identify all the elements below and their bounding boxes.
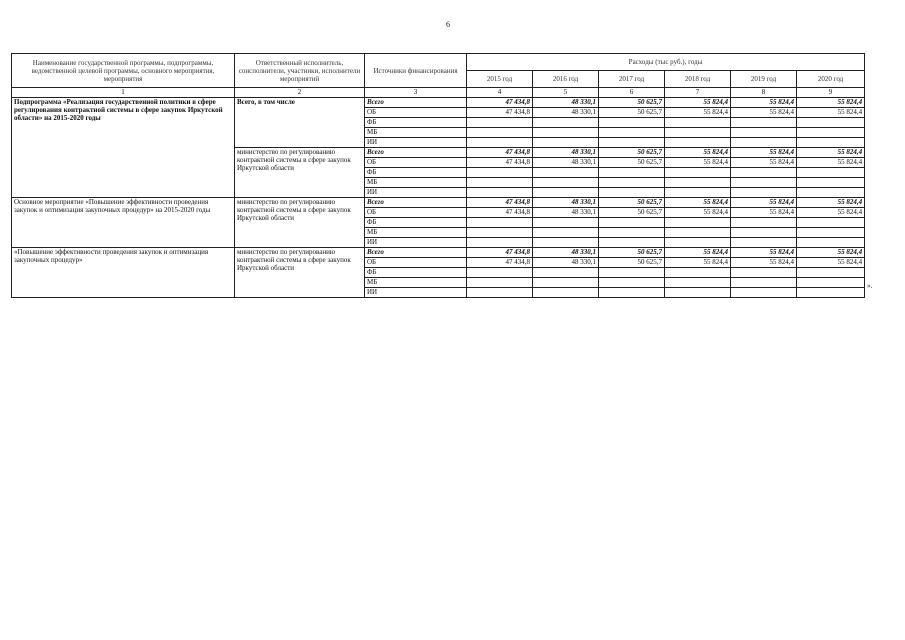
table-row [12,98,865,108]
amount-cell [599,118,665,128]
responsible-cell: министерство по регулированию контрактной системы в сфере закупок Иркутской области [235,248,365,298]
amount-cell: 50 625,7 [599,98,665,108]
amount-cell: 55 824,4 [731,158,797,168]
amount-cell [467,168,533,178]
amount-cell [533,288,599,298]
header-year: 2019 год [731,71,797,88]
amount-cell: 48 330,1 [533,158,599,168]
amount-cell [467,278,533,288]
table-row [12,248,865,258]
amount-cell: 55 824,4 [797,148,865,158]
amount-cell [731,118,797,128]
amount-cell: 47 434,8 [467,198,533,208]
amount-cell: 48 330,1 [533,108,599,118]
amount-cell: 55 824,4 [731,258,797,268]
column-number: 6 [599,88,665,98]
amount-cell [467,118,533,128]
amount-cell [797,218,865,228]
funding-source-cell: ФБ [365,218,467,228]
amount-cell: 47 434,8 [467,208,533,218]
amount-cell: 55 824,4 [665,108,731,118]
amount-cell: 55 824,4 [731,248,797,258]
funding-source-cell: МБ [365,278,467,288]
amount-cell [533,188,599,198]
amount-cell: 55 824,4 [665,98,731,108]
amount-cell [665,168,731,178]
amount-cell [665,288,731,298]
amount-cell [731,218,797,228]
amount-cell [797,118,865,128]
responsible-cell: Всего, в том числе [235,98,365,148]
amount-cell [797,138,865,148]
amount-cell: 50 625,7 [599,108,665,118]
amount-cell: 55 824,4 [665,248,731,258]
expenditure-table [11,53,865,298]
funding-source-cell: ИИ [365,288,467,298]
amount-cell [731,128,797,138]
amount-cell [599,268,665,278]
header-year: 2017 год [599,71,665,88]
amount-cell [665,218,731,228]
amount-cell: 55 824,4 [731,98,797,108]
amount-cell: 50 625,7 [599,248,665,258]
amount-cell [731,168,797,178]
header-name: Наименование государственной программы, подпрограммы, ведомственной целевой программы, основного мероприятия, мероприятия [12,54,235,88]
amount-cell [533,278,599,288]
amount-cell [599,168,665,178]
amount-cell [665,268,731,278]
funding-source-cell: ИИ [365,238,467,248]
amount-cell [533,168,599,178]
amount-cell [665,178,731,188]
column-number: 2 [235,88,365,98]
amount-cell: 47 434,8 [467,98,533,108]
amount-cell [533,218,599,228]
amount-cell [599,238,665,248]
amount-cell [467,218,533,228]
amount-cell [797,128,865,138]
funding-source-cell: Всего [365,248,467,258]
header-year: 2015 год [467,71,533,88]
amount-cell [731,228,797,238]
amount-cell [665,128,731,138]
amount-cell [797,178,865,188]
amount-cell: 47 434,8 [467,258,533,268]
amount-cell [599,128,665,138]
column-number: 7 [665,88,731,98]
amount-cell [731,188,797,198]
header-responsible: Ответственный исполнитель, соисполнители, участники, исполнители мероприятий [235,54,365,88]
amount-cell [533,118,599,128]
amount-cell [599,228,665,238]
header-year: 2018 год [665,71,731,88]
amount-cell [599,278,665,288]
amount-cell [467,128,533,138]
program-name-cell: «Повышение эффективности проведения закупок и оптимизация закупочных процедур» [12,248,235,298]
amount-cell [731,138,797,148]
header-year: 2020 год [797,71,865,88]
amount-cell [599,188,665,198]
amount-cell: 55 824,4 [665,258,731,268]
amount-cell [797,268,865,278]
amount-cell [599,138,665,148]
amount-cell: 55 824,4 [797,98,865,108]
amount-cell: 50 625,7 [599,158,665,168]
amount-cell: 55 824,4 [797,158,865,168]
amount-cell [467,228,533,238]
amount-cell: 55 824,4 [797,258,865,268]
program-name-cell: Подпрограмма «Реализация государственной политики в сфере регулирования контрактной системы в сфере закупок Иркутской области» на 2015-2020 годы [12,98,235,198]
column-number: 3 [365,88,467,98]
amount-cell [467,138,533,148]
header-expenses: Расходы (тыс руб.), годы [467,54,865,71]
funding-source-cell: Всего [365,198,467,208]
amount-cell: 50 625,7 [599,198,665,208]
funding-source-cell: ОБ [365,258,467,268]
amount-cell [665,138,731,148]
amount-cell [665,278,731,288]
funding-source-cell: Всего [365,98,467,108]
amount-cell: 55 824,4 [731,198,797,208]
amount-cell: 55 824,4 [665,158,731,168]
amount-cell [665,228,731,238]
funding-source-cell: ОБ [365,108,467,118]
amount-cell [533,238,599,248]
amount-cell: 55 824,4 [797,248,865,258]
amount-cell [797,288,865,298]
amount-cell [797,188,865,198]
amount-cell [533,228,599,238]
amount-cell [467,178,533,188]
amount-cell [533,178,599,188]
amount-cell [467,188,533,198]
amount-cell: 55 824,4 [797,208,865,218]
amount-cell: 48 330,1 [533,248,599,258]
funding-source-cell: МБ [365,178,467,188]
amount-cell [665,238,731,248]
amount-cell [467,238,533,248]
column-number: 5 [533,88,599,98]
amount-cell [731,238,797,248]
amount-cell [665,118,731,128]
column-number: 1 [12,88,235,98]
amount-cell: 47 434,8 [467,108,533,118]
funding-source-cell: ФБ [365,118,467,128]
amount-cell: 55 824,4 [665,198,731,208]
amount-cell: 48 330,1 [533,98,599,108]
amount-cell: 48 330,1 [533,148,599,158]
header-source: Источники финансирования [365,54,467,88]
amount-cell [797,238,865,248]
amount-cell: 55 824,4 [731,148,797,158]
amount-cell: 50 625,7 [599,208,665,218]
amount-cell [797,278,865,288]
amount-cell: 48 330,1 [533,198,599,208]
amount-cell [533,268,599,278]
amount-cell: 50 625,7 [599,148,665,158]
amount-cell: 55 824,4 [731,208,797,218]
amount-cell [731,278,797,288]
amount-cell [533,138,599,148]
responsible-cell: министерство по регулированию контрактной системы в сфере закупок Иркутской области [235,198,365,248]
column-number: 8 [731,88,797,98]
page-number: 6 [446,20,450,29]
amount-cell: 47 434,8 [467,158,533,168]
funding-source-cell: МБ [365,228,467,238]
amount-cell: 55 824,4 [665,148,731,158]
trailing-mark: ». [867,282,873,290]
amount-cell: 48 330,1 [533,208,599,218]
funding-source-cell: МБ [365,128,467,138]
table-body [12,98,865,298]
amount-cell [467,268,533,278]
amount-cell [731,268,797,278]
amount-cell [533,128,599,138]
amount-cell: 55 824,4 [665,208,731,218]
amount-cell [599,288,665,298]
amount-cell: 55 824,4 [731,108,797,118]
amount-cell: 55 824,4 [797,108,865,118]
funding-source-cell: ИИ [365,138,467,148]
funding-source-cell: ФБ [365,268,467,278]
column-number: 9 [797,88,865,98]
responsible-cell: министерство по регулированию контрактной системы в сфере закупок Иркутской области [235,148,365,198]
amount-cell [731,178,797,188]
funding-source-cell: Всего [365,148,467,158]
amount-cell [665,188,731,198]
amount-cell [467,288,533,298]
amount-cell [599,218,665,228]
amount-cell [599,178,665,188]
amount-cell: 50 625,7 [599,258,665,268]
funding-source-cell: ИИ [365,188,467,198]
amount-cell: 55 824,4 [797,198,865,208]
amount-cell [797,168,865,178]
amount-cell: 47 434,8 [467,148,533,158]
table-row [12,198,865,208]
header-year: 2016 год [533,71,599,88]
amount-cell [731,288,797,298]
funding-source-cell: ОБ [365,208,467,218]
column-numbers-row [12,88,865,98]
amount-cell: 47 434,8 [467,248,533,258]
amount-cell: 48 330,1 [533,258,599,268]
funding-source-cell: ОБ [365,158,467,168]
column-number: 4 [467,88,533,98]
funding-source-cell: ФБ [365,168,467,178]
amount-cell [797,228,865,238]
program-name-cell: Основное мероприятие «Повышение эффективности проведения закупок и оптимизация закупочных процедур» на 2015-2020 годы [12,198,235,248]
